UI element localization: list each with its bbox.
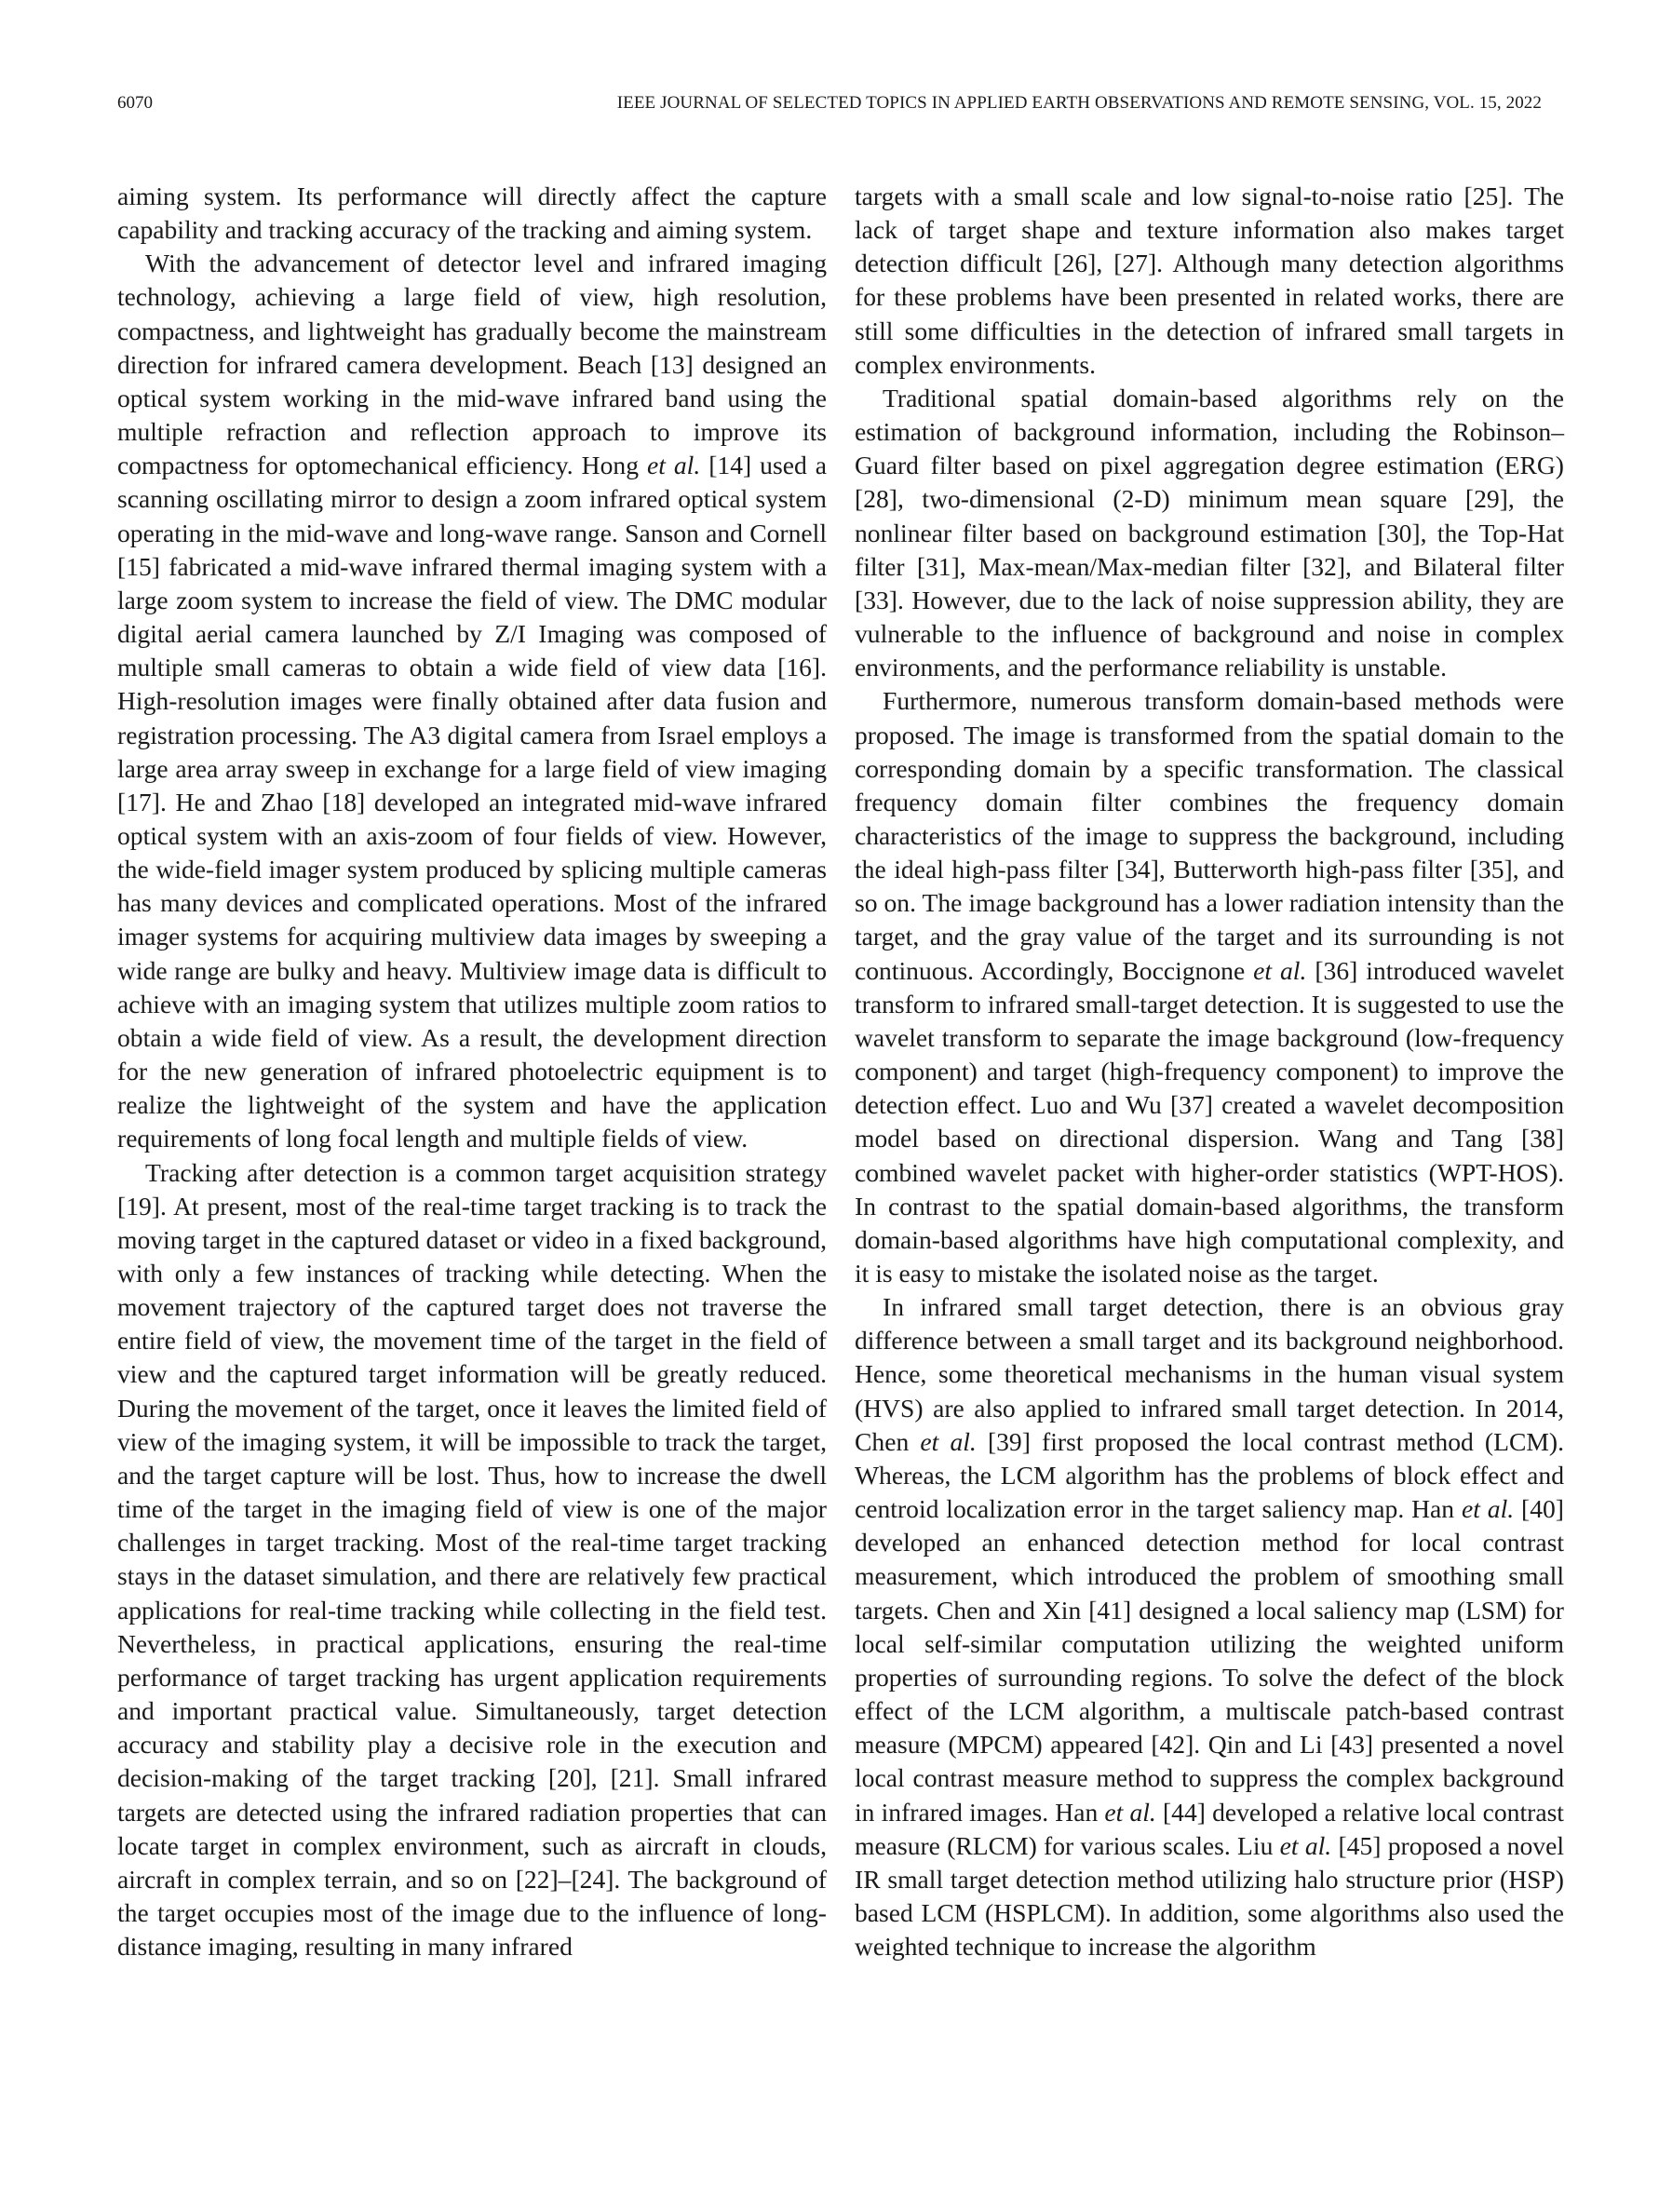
page-number: 6070 <box>117 93 153 113</box>
et-al-italic: et al. <box>920 1426 977 1456</box>
paragraph: targets with a small scale and low signal-to-noise ratio [25]. The lack of target shape and texture information also makes target detection difficult [26], [27]. Although many detection algorithms for these problems have been presented in related works, there are still some difficulties in the detection of infrared small targets in complex environments. <box>855 182 1564 379</box>
right-column <box>855 180 1564 1963</box>
et-al-italic: et al. <box>1461 1494 1515 1524</box>
paragraph: Furthermore, numerous transform domain-based methods were proposed. The image is transformed from the spatial domain to the corresponding domain by a specific transformation. The classical frequency domain filter combines the frequency domain characteristics of the image to suppress the background, including the ideal high-pass filter [34], Butterworth high-pass filter [35], and so on. The image background has a lower radiation intensity than the target, and the gray value of the target and its surrounding is not continuous. Accordingly, Boccignone et al. [36] introduced wavelet transform to infrared small-target detection. It is suggested to use the wavelet transform to separate the image background (low-frequency component) and target (high-frequency component) to improve the detection effect. Luo and Wu [37] created a wavelet decomposition model based on directional dispersion. Wang and Tang [38] combined wavelet packet with higher-order statistics (WPT-HOS). In contrast to the spatial domain-based algorithms, the transform domain-based algorithms have high computational complexity, and it is easy to mistake the isolated noise as the target. <box>855 686 1564 1288</box>
left-column <box>117 180 827 1963</box>
paragraph: Traditional spatial domain-based algorithms rely on the estimation of background information, including the Robinson–Guard filter based on pixel aggregation degree estimation (ERG) [28], two-dimensional (2-D) minimum mean square [29], the nonlinear filter based on background estimation [30], the Top-Hat filter [31], Max-mean/Max-median filter [32], and Bilateral filter [33]. However, due to the lack of noise suppression ability, they are vulnerable to the influence of background and noise in complex environments, and the performance reliability is unstable. <box>855 383 1564 682</box>
page-header <box>117 89 1542 117</box>
paragraph: aiming system. Its performance will directly affect the capture capability and tracking accuracy of the tracking and aiming system. <box>117 182 827 245</box>
paragraph: In infrared small target detection, there is an obvious gray difference between a small target and its background neighborhood. Hence, some theoretical mechanisms in the human visual system (HVS) are also applied to infrared small target detection. In 2014, Chen et al. [39] first proposed the local contrast method (LCM). Whereas, the LCM algorithm has the problems of block effect and centroid localization error in the target saliency map. Han et al. [40] developed an enhanced detection method for local contrast measurement, which introduced the problem of smoothing small targets. Chen and Xin [41] designed a local saliency map (LSM) for local self-similar computation utilizing the weighted uniform properties of surrounding regions. To solve the defect of the block effect of the LCM algorithm, a multiscale patch-based contrast measure (MPCM) appeared [42]. Qin and Li [43] presented a novel local contrast measure method to suppress the complex background in infrared images. Han et al. [44] developed a relative local contrast measure (RLCM) for various scales. Liu et al. [45] proposed a novel IR small target detection method utilizing halo structure prior (HSP) based LCM (HSPLCM). In addition, some algorithms also used the weighted technique to increase the algorithm <box>855 1292 1564 1962</box>
paragraph: Tracking after detection is a common target acquisition strategy [19]. At present, most of the real-time target tracking is to track the moving target in the captured dataset or video in a fixed background, with only a few instances of tracking while detecting. When the movement trajectory of the captured target does not traverse the entire field of view, the movement time of the target in the field of view and the captured target information will be greatly reduced. During the movement of the target, once it leaves the limited field of view of the imaging system, it will be impossible to track the target, and the target capture will be lost. Thus, how to increase the dwell time of the target in the imaging field of view is one of the major challenges in target tracking. Most of the real-time target tracking stays in the dataset simulation, and there are relatively few practical applications for real-time tracking while collecting in the field test. Nevertheless, in practical applications, ensuring the real-time performance of target tracking has urgent application requirements and important practical value. Simultaneously, target detection accuracy and stability play a decisive role in the execution and decision-making of the target tracking [20], [21]. Small infrared targets are detected using the infrared radiation properties that can locate target in complex environment, such as aircraft in clouds, aircraft in complex terrain, and so on [22]–[24]. The background of the target occupies most of the image due to the influence of long-distance imaging, resulting in many infrared <box>117 1157 827 1962</box>
et-al-italic: et al. <box>1279 1830 1332 1860</box>
et-al-italic: et al. <box>1104 1797 1156 1827</box>
paragraph: With the advancement of detector level and infrared imaging technology, achieving a large field of view, high resolution, compactness, and lightweight has gradually become the mainstream direction for infrared camera development. Beach [13] designed an optical system working in the mid-wave infrared band using the multiple refraction and reflection approach to improve its compactness for optomechanical efficiency. Hong et al. [14] used a scanning oscillating mirror to design a zoom infrared optical system operating in the mid-wave and long-wave range. Sanson and Cornell [15] fabricated a mid-wave infrared thermal imaging system with a large zoom system to increase the field of view. The DMC modular digital aerial camera launched by Z/I Imaging was composed of multiple small cameras to obtain a wide field of view data [16]. High-resolution images were finally obtained after data fusion and registration processing. The A3 digital camera from Israel employs a large area array sweep in exchange for a large field of view imaging [17]. He and Zhao [18] developed an integrated mid-wave infrared optical system with an axis-zoom of four fields of view. However, the wide-field imager system produced by splicing multiple cameras has many devices and complicated operations. Most of the infrared imager systems for acquiring multiview data images by sweeping a wide range are bulky and heavy. Multiview image data is difficult to achieve with an imaging system that utilizes multiple zoom ratios to obtain a wide field of view. As a result, the development direction for the new generation of infrared photoelectric equipment is to realize the lightweight of the system and have the application requirements of long focal length and multiple fields of view. <box>117 249 827 1153</box>
journal-running-head: IEEE JOURNAL OF SELECTED TOPICS IN APPLIED EARTH OBSERVATIONS AND REMOTE SENSING, VOL. 15, 2022 <box>616 93 1542 113</box>
et-al-italic: et al. <box>1253 955 1307 985</box>
et-al-italic: et al. <box>646 451 701 480</box>
